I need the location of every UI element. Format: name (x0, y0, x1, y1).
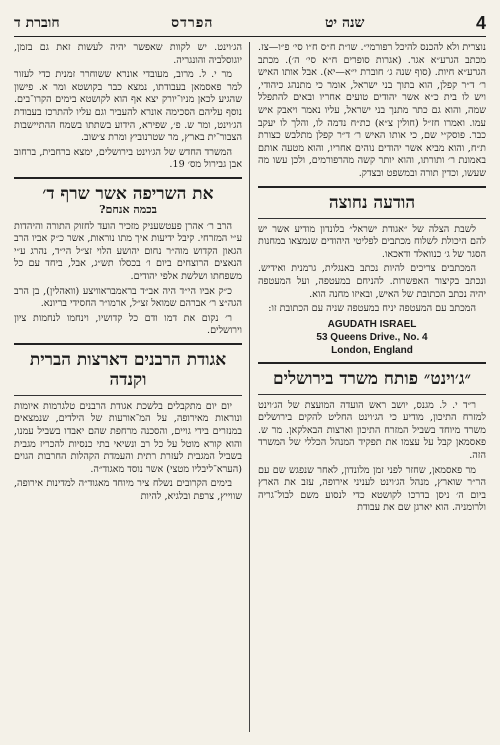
newspaper-page (14, 10, 486, 735)
fire-article-title: את השריפה אשר שרף ד׳ (42, 183, 214, 204)
mailing-address (258, 318, 486, 357)
page-number: 4 (475, 12, 486, 33)
paragraph: המכתב עם המעטפה יניח במעטפה שניה עם הכתובת זו: (268, 303, 476, 315)
address-line: AGUDATH ISRAEL (327, 318, 417, 330)
section-divider (258, 186, 486, 188)
address-line: London, England (331, 344, 413, 356)
section-divider (258, 362, 486, 364)
paragraph: מר י. ל. מרוב, מעובדי אונרא ששוחרר זמנית כדי לעזור למר פאסמאן בעבודתו, נמצא כבר בקושטא ומר א. פישון שהגיע לכאן מניו־יורק יצא אף הוא לקושטא בימים הקרו־בים. נוסף עליהם הסכימה אונרא להעביר וגם עליו להתרכז בעבודת הג׳וינט, ומר ש. פ׳, שפירא, הידוע בשתתו בשמח ההתיישבות הצבור־ית בארץ, מר שטרנוביץ ומרת צ׳שוב. (14, 69, 242, 144)
paragraph: יום יום מתקבלים בלשכת אגודת הרבנים טלגרמות איומות ונוראות מאירופה, על המ־אורעות של הילדים, שנמצאים במנזרים בידי גויים, והסכנה מרחפת שהם יאבדו בשביל עמנו, והוא קורא מוטל על כל רב ונשיאי בתי כנסיות להכריז מגבית בשביל המגבית לעזרת רתית והעמדת הקהלות החרבות הגוים (הערא־ליבליו מטצי) אשר נוסד מאגוד״ה. (14, 400, 242, 475)
rabbis-article-title: אגודת הרבנים דארצות הברית וקנדה (29, 349, 227, 390)
right-column (258, 42, 486, 732)
page-header (14, 10, 486, 37)
paragraph: המכתבים צריכים להיות נכתב באנגלית, גרמנית ואידיש. ונכתב בקיצור האפשרות. להניחם במעטפה, ועל המעטפה יהיה נכתב הכתובת של האיש, ובאיזו מחנה הוא. (258, 263, 486, 300)
paragraph: מר פאסמאן, שחזר לפני זמן מלונדון, לאחר שנפגש שם עם הר״ר שוארץ, מנהל הג׳וינט לעניני אירופה, עזב את הארץ ביום ה׳ ניסן בדרכו לקושטא כדי לנסוע משם לבול־גריה ולרומניה. הוא יארגן שם את עבודת (258, 464, 486, 514)
paragraph: נוצרית ולא להכנס להיכל רפורמי״. שו״ת ח״ס ח״ו סי׳ פ״ו—צז. מכתב הגרע״א אגר. (אגרות סופרים ח״א סי׳ ה׳). מכתב הגרע״א חיות. (סוף שנה ג׳ חוברת י״א—יא). אבל אותו האיש ר׳ ד״ר קפלן, הוא בתוך בני ישראל, אומר כי מתנהג כיהודי, ויש לו בית כ״א אשר יהודים טועים אחריו ובאים להתפלל שמה, והוא גם כתר מתנך בני ישראל, עליו נאמר ויאבק איש עמו. ואמרו חז״ל (חולין צ״א) כת״ח נדמה לו, והלך לו יעקב כבר. פוסק״י שם, כי אותו האיש ר׳ ד״ר קפלן מתלבש כצורת ת״ח, והוא מביא אשר יהודים נוהים אחריו, והוא מטעה אותם באמונת ר׳ ותורתו, והוא יותר קשה מהרפורמים, ולכן עשו מה שעשו, וכדין תורה ובמשפט ובצדק. (258, 42, 486, 179)
paragraph: המשרד החדש של הג׳וינט בירושלים, ימצא ברחבית, ברחוב אבן גבירול מס׳ 19. (14, 146, 242, 171)
paragraph: כ״ק אביו הי״ד היה אב״ד בראמבראוויצע (וואהלין), בן הרב הגה״צ ר׳ אברהם שמואל זצ״ל, ארמו״ר החסידי בריונא. (14, 285, 242, 310)
paragraph: ר״ד י. ל. מגנס, יושב ראש הועדה המועצת של הג׳וינט למזרח התיכון, מודיע כי הג׳וינט החליט להקים בירושלים משרד מיוחד בשביל המזרח התיכון וארצות הבאלקאן. מר ש. פאסמאן קבל על עצמו את תפקיד המנהל הכללי של המשרד הזה. (258, 399, 486, 462)
left-column (14, 42, 242, 732)
section-divider (14, 395, 242, 396)
notice-title: הודעה נחוצה (328, 192, 416, 213)
column-divider (249, 42, 250, 732)
paragraph: הג׳וינט. יש לקוות שאפשר יהיה לעשות זאת גם בזמן, יוגוסלביה והונגריה. (14, 42, 242, 66)
paragraph: בימים הקרובים נשלח ציר מיוחד מאגוד״ה למדינות אירופה, שווייץ, צרפת ובלגיא, להיות (14, 478, 242, 503)
section-divider (258, 218, 486, 219)
paragraph: הרב ר׳ אהרן פעטשעניק מזכיר הועד לחזוק התורה והיהדות ע״י המזרחי. קיבל ידיעות איך מתו נוראות, אשר כ״ק אביו הרב הגאון הקדוש מוה״ר נחום יהושע הלוי זצ״ל הי״ד, נהרג ע״י הנאצים הרוצחים ביום ו׳ בכסלו תש״ג, אבל, ביחד עם כל משפחתו ושלשת אלפי יהודים. (14, 220, 242, 282)
year-label: שנה יט (324, 14, 365, 31)
fire-article-subtitle: בכמה אנחם? (99, 202, 157, 216)
section-divider (14, 343, 242, 345)
address-line: 53 Queens Drive., No. 4 (316, 331, 428, 343)
joint-article-title: ״ג׳וינט״ פותח משרד בירושלים (273, 368, 471, 389)
section-divider (258, 394, 486, 395)
issue-label: חוברת ד (14, 14, 60, 31)
section-divider (14, 177, 242, 179)
publication-title: הפרדס (171, 14, 214, 31)
paragraph: לשבת הצלה של ״אגודת ישראל״ בלונדון מודיע אשר יש להם היכולת לשלוח מכתבים לפליטי היהודים שנמצאו במחנות הסגר של ג׳ כנוואלד ודאכאו. (258, 223, 486, 260)
paragraph: ר׳ נקום את דמו ודם כל קדושיו, וינחמו לנחמות ציון וירושלים. (14, 312, 242, 337)
